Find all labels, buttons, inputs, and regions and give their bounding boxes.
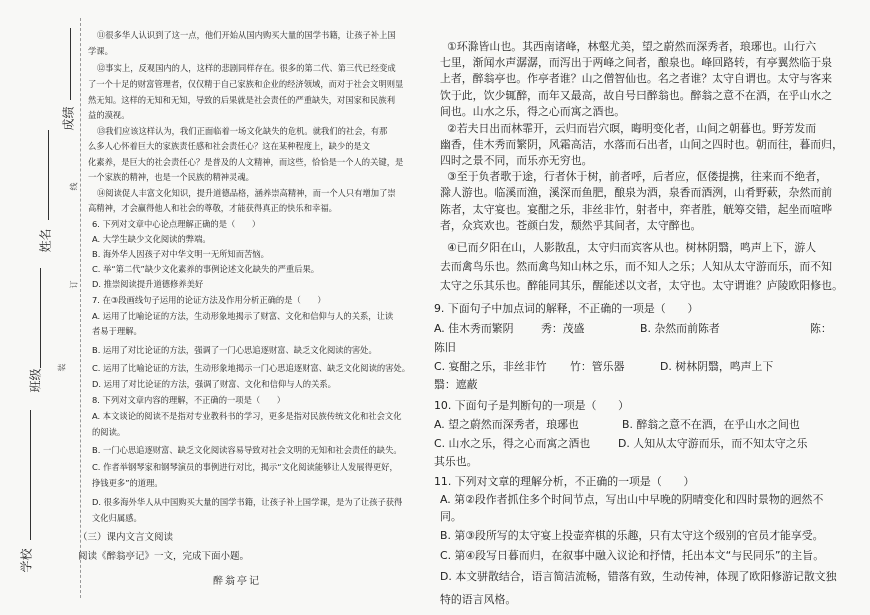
question-8-option-line: 文化归属感。 [92, 513, 142, 523]
score-write-line [70, 28, 71, 100]
question-10-option-a: A. 望之蔚然而深秀者，琅琊也 [434, 418, 579, 431]
question-11-option-line: B. 第③段所写的太守宴上投壶弈棋的乐趣，只有太守这个级别的官员才能享受。 [440, 529, 824, 542]
seal-dashed-line [80, 18, 81, 598]
question-7-option-line: C. 运用了比喻论证的方法，生动形象地揭示一门心思追逐财富、缺乏文化阅读的害处。 [92, 363, 411, 373]
passage-line: 益的漠视。 [88, 110, 130, 120]
passage-line: ⑫事实上，反观国内的人，这样的悲剧同样存在。很多的第二代、第三代已经变成 [97, 63, 396, 73]
classical-text-line: 上者，醉翁亭也。作亭者谁？山之僧智仙也。名之者谁？太守自谓也。太守与客来 [440, 72, 833, 85]
classical-text-line: ④已而夕阳在山，人影散乱，太守归而宾客从也。树林阴翳，鸣声上下，游人 [447, 241, 817, 254]
seal-mark-fasten: 装 [57, 363, 67, 372]
passage-line: ⑬我们应该这样认为，我们正面临着一场文化缺失的危机。就我们的社会，有那 [97, 126, 388, 136]
question-10-option-c: C. 山水之乐，得之心而寓之酒也 [434, 437, 591, 450]
classical-text-line: 饮于此，饮少辄醉，而年又最高，故自号曰醉翁也。醉翁之意不在酒，在乎山水之 [440, 89, 833, 102]
question-9-option-d: D. 树林阴翳，鸣声上下 [660, 360, 774, 373]
passage-line: 么多人心怀着巨大的家族责任感和社会责任心？这在某种程度上，缺少的是文 [88, 141, 371, 151]
passage-line: ⑭阅读促人丰富文化知识，提升道德品格，涵养崇高精神，而一个人只有增加了崇 [97, 188, 396, 198]
passage-line: 一个家族的精神，也是一个民族的精神灵魂。 [88, 172, 254, 182]
passage-title: 醉翁亭记 [213, 576, 261, 587]
question-10-option-d: D. 人知从太守游而乐，而不知太守之乐 [618, 437, 808, 450]
section-heading: （三）课内文言文阅读 [78, 532, 174, 543]
passage-line: 化素养，是巨大的社会责任心？是普及的人文精神，而这些，恰恰是一个人的关键，是 [88, 157, 404, 167]
question-10-option-d-cont: 其乐也。 [434, 455, 478, 468]
question-11-option-line: D. 本文骈散结合，语言简洁流畅，错落有致，生动传神，体现了欧阳修游记散文独 [440, 570, 837, 583]
question-8-option-line: C. 作者举钢琴家和钢琴演员的事例进行对比，揭示“文化阅读能够让人发展得更好， [92, 462, 398, 472]
passage-line: ⑪很多华人认识到了这一点，他们开始从国内购买大量的国学书籍，让孩子补上国 [97, 30, 396, 40]
question-6-stem: 6. 下列对文章中心论点理解正确的是（ ） [92, 219, 261, 229]
question-8-option-line: A. 本文谈论的阅读不是指对专业教科书的学习，更多是指对民族传统文化和社会文化 [92, 411, 402, 421]
question-8-option-line: D. 很多海外华人从中国购买大量的国学书籍，让孩子补上国学课，是为了让孩子获得 [92, 497, 403, 507]
classical-text-line: 陈者，太守宴也。宴酣之乐，非丝非竹，射者中，弈者胜，觥筹交错，起坐而喧哗 [440, 203, 833, 216]
question-7-stem: 7. 在③段画线句子运用的论证方法及作用分析正确的是（ ） [92, 295, 326, 305]
question-9-option-b: B. 杂然而前陈者 [640, 322, 720, 335]
school-label: 学校 [19, 548, 34, 573]
question-7-option-line: 者易于理解。 [92, 326, 142, 336]
classical-text-line: ③至于负者歌于途，行者休于树，前者呼，后者应，伛偻提携，往来而不绝者， [447, 170, 828, 183]
question-8-option-line: 挣钱更多”的道理。 [92, 478, 163, 488]
name-write-line [48, 130, 49, 220]
question-9-stem: 9. 下面句子中加点词的解释，不正确的一项是（ ） [434, 302, 699, 315]
classical-text-line: ②若夫日出而林霏开，云归而岩穴暝，晦明变化者，山间之朝暮也。野芳发而 [447, 122, 817, 135]
seal-mark-bind: 订 [69, 280, 79, 289]
school-write-line [30, 410, 31, 540]
passage-line: 学课。 [88, 46, 113, 56]
classical-text-line: 滁人游也。临溪而渔，溪深而鱼肥，酿泉为酒，泉香而酒洌，山肴野蔌，杂然而前 [440, 186, 833, 199]
class-write-line [40, 268, 41, 368]
classical-text-line: 四时之景不同，而乐亦无穷也。 [440, 154, 593, 167]
question-8-stem: 8. 下列对文章内容的理解，不正确的一项是（ ） [92, 395, 286, 405]
question-10-stem: 10. 下面句子是判断句的一项是（ ） [434, 399, 630, 412]
question-6-option-a: A. 大学生缺少文化阅读的弊端。 [92, 234, 211, 244]
question-11-option-line: C. 第④段写日暮而归，在叙事中融入议论和抒情，托出本文“与民同乐”的主旨。 [440, 549, 825, 562]
question-7-option-line: A. 运用了比喻论证的方法，生动形象地揭示了财富、文化和信仰与人的关系，让读 [92, 311, 394, 321]
classical-text-line: 太守之乐其乐也。醉能同其乐，醒能述以文者，太守也。太守谓谁？庐陵欧阳修也。 [440, 279, 843, 292]
question-9-option-a-gloss: 秀：茂盛 [541, 322, 585, 335]
question-7-option-line: D. 运用了对比论证的方法，强调了财富、文化和信仰与人的关系。 [92, 379, 336, 389]
question-11-stem: 11. 下列对文章的理解分析，不正确的一项是（ ） [434, 475, 695, 488]
question-9-option-b-gloss-cont: 陈旧 [434, 341, 456, 354]
passage-line: 然无知。这样的无知和无知，导致的后果就是社会责任的严重缺失，对国家和民族利 [88, 95, 395, 105]
question-9-option-b-gloss: 陈： [810, 322, 832, 335]
classical-text-line: 七里，渐闻水声潺潺，而泻出于两峰之间者，酿泉也。峰回路转，有亭翼然临于泉 [440, 56, 833, 69]
classical-text-line: 间也。山水之乐，得之心而寓之酒也。 [440, 105, 626, 118]
passage-line: 了一个十足的财富管理者，仅仅精于自己家族和企业的经济领域，而对于社会文明则显 [88, 79, 404, 89]
name-label: 姓名 [38, 228, 53, 253]
classical-text-line: ①环滁皆山也。其西南诸峰，林壑尤美，望之蔚然而深秀者，琅琊也。山行六 [447, 40, 817, 53]
classical-text-line: 者，众宾欢也。苍颜白发，颓然乎其间者，太守醉也。 [440, 219, 702, 232]
question-8-option-line: 的阅读。 [92, 427, 126, 437]
class-label: 班级 [28, 368, 43, 393]
question-9-option-c-gloss: 竹：管乐器 [570, 360, 625, 373]
question-10-option-b: B. 醉翁之意不在酒，在乎山水之间也 [622, 418, 800, 431]
classical-text-line: 幽香，佳木秀而繁阴，风霜高洁，水落而石出者，山间之四时也。朝而往，暮而归， [440, 138, 843, 151]
seal-mark-line: 线 [69, 182, 79, 191]
question-7-option-line: B. 运用了对比论证的方法，强调了一门心思追逐财富、缺乏文化阅读的害处。 [92, 345, 377, 355]
question-6-option-c: C. 举“第二代”缺少文化素养的事例论述文化缺失的严重后果。 [92, 264, 320, 274]
question-6-option-d: D. 推崇阅读提升道德修养美好 [92, 279, 204, 289]
classical-text-line: 去而禽鸟乐也。然而禽鸟知山林之乐，而不知人之乐；人知从太守游而乐，而不知 [440, 260, 833, 273]
passage-line: 高精神，才会赢得他人和社会的尊敬，才能获得真正的快乐和幸福。 [88, 203, 337, 213]
question-8-option-line: B. 一门心思追逐财富、缺乏文化阅读容易导致对社会文明的无知和社会责任的缺失。 [92, 445, 402, 455]
question-6-option-b: B. 海外华人因孩子对中华文明一无所知而苦恼。 [92, 249, 269, 259]
question-9-option-d-gloss: 翳：遮蔽 [434, 378, 478, 391]
section-instruction: 阅读《醉翁亭记》一文，完成下面小题。 [78, 551, 250, 562]
question-9-option-a: A. 佳木秀而繁阴 [434, 322, 514, 335]
question-11-option-line: 同。 [440, 510, 462, 523]
question-11-option-line: 特的语言风格。 [440, 593, 517, 606]
score-label: 成绩 [61, 106, 76, 131]
question-9-option-c: C. 宴酣之乐，非丝非竹 [434, 360, 547, 373]
question-11-option-line: A. 第②段作者抓住多个时间节点，写出山中早晚的阴晴变化和四时景物的迥然不 [440, 493, 824, 506]
